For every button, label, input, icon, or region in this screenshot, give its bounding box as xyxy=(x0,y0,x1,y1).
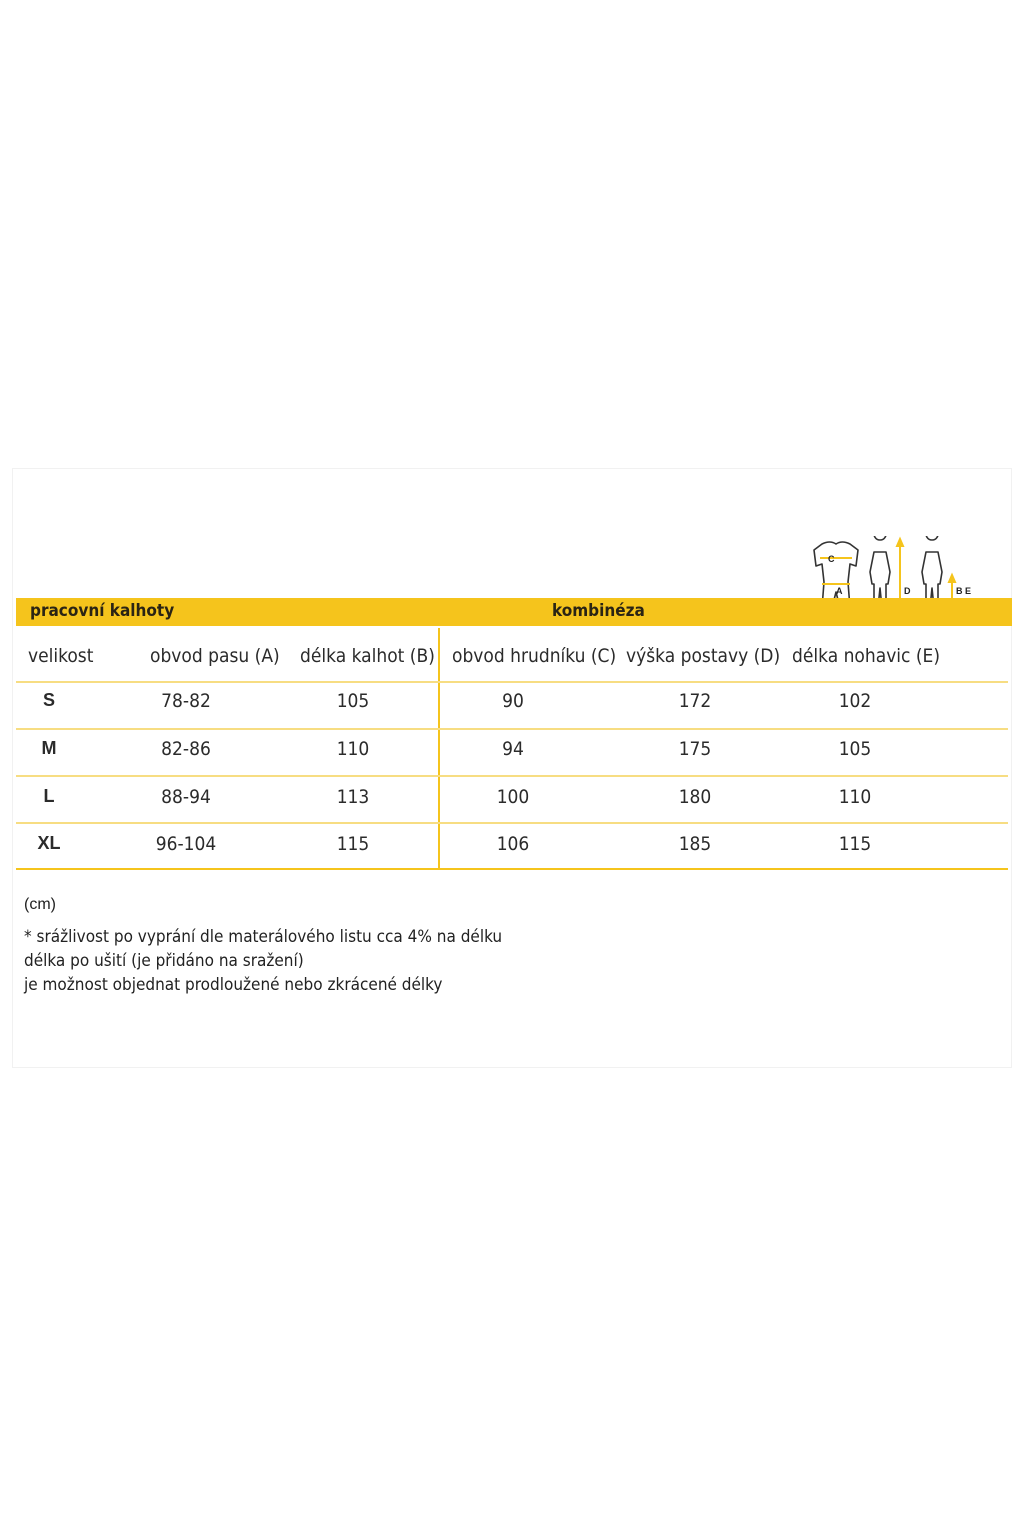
table-cell: 110 xyxy=(336,738,370,760)
table-cell: 115 xyxy=(336,833,370,855)
svg-text:E: E xyxy=(965,586,972,596)
table-cell: 105 xyxy=(838,738,872,760)
table-cell-size: S xyxy=(42,690,56,710)
footnote-line: * srážlivost po vyprání dle materálového listu cca 4% na délku xyxy=(24,927,503,947)
table-cell: 96-104 xyxy=(155,833,217,855)
table-cell: 105 xyxy=(336,690,370,712)
table-cell: 113 xyxy=(336,786,370,808)
table-cell: 94 xyxy=(502,738,524,760)
col-header-waist: obvod pasu (A) xyxy=(150,645,280,667)
section-title-overall: kombinéza xyxy=(552,601,645,621)
footnotes xyxy=(24,893,502,997)
table-cell: 175 xyxy=(678,738,712,760)
table-cell: 90 xyxy=(502,690,524,712)
col-header-pants-length: délka kalhot (B) xyxy=(300,645,435,667)
section-title-pants: pracovní kalhoty xyxy=(30,601,175,621)
col-header-leg-length: délka nohavic (E) xyxy=(792,645,941,667)
table-cell-size: M xyxy=(41,738,57,758)
table-cell: 180 xyxy=(678,786,712,808)
table-cell: 78-82 xyxy=(161,690,211,712)
table-cell: 110 xyxy=(838,786,872,808)
table-cell-size: XL xyxy=(37,833,61,853)
unit-note: (cm) xyxy=(24,896,56,913)
row-rule xyxy=(16,868,1008,870)
section-header-band xyxy=(16,598,1012,626)
table-cell: 100 xyxy=(496,786,530,808)
row-rule xyxy=(16,681,1008,683)
table-cell: 82-86 xyxy=(161,738,211,760)
footnote-line: je možnost objednat prodloužené nebo zkrácené délky xyxy=(24,975,443,995)
svg-text:D: D xyxy=(904,586,911,596)
row-rule xyxy=(16,775,1008,777)
col-header-size: velikost xyxy=(28,645,94,667)
footnote-line: délka po ušití (je přidáno na sražení) xyxy=(24,951,304,971)
table-cell-size: L xyxy=(43,786,55,806)
table-cell: 185 xyxy=(678,833,712,855)
col-header-height: výška postavy (D) xyxy=(626,645,781,667)
row-rule xyxy=(16,822,1008,824)
col-header-chest: obvod hrudníku (C) xyxy=(452,645,617,667)
row-rule xyxy=(16,728,1008,730)
table-cell: 88-94 xyxy=(161,786,211,808)
svg-text:A: A xyxy=(836,586,843,596)
table-cell: 106 xyxy=(496,833,530,855)
table-cell: 172 xyxy=(678,690,712,712)
svg-text:C: C xyxy=(828,554,835,564)
table-cell: 115 xyxy=(838,833,872,855)
svg-text:B: B xyxy=(956,586,963,596)
section-divider xyxy=(438,628,440,870)
table-cell: 102 xyxy=(838,690,872,712)
